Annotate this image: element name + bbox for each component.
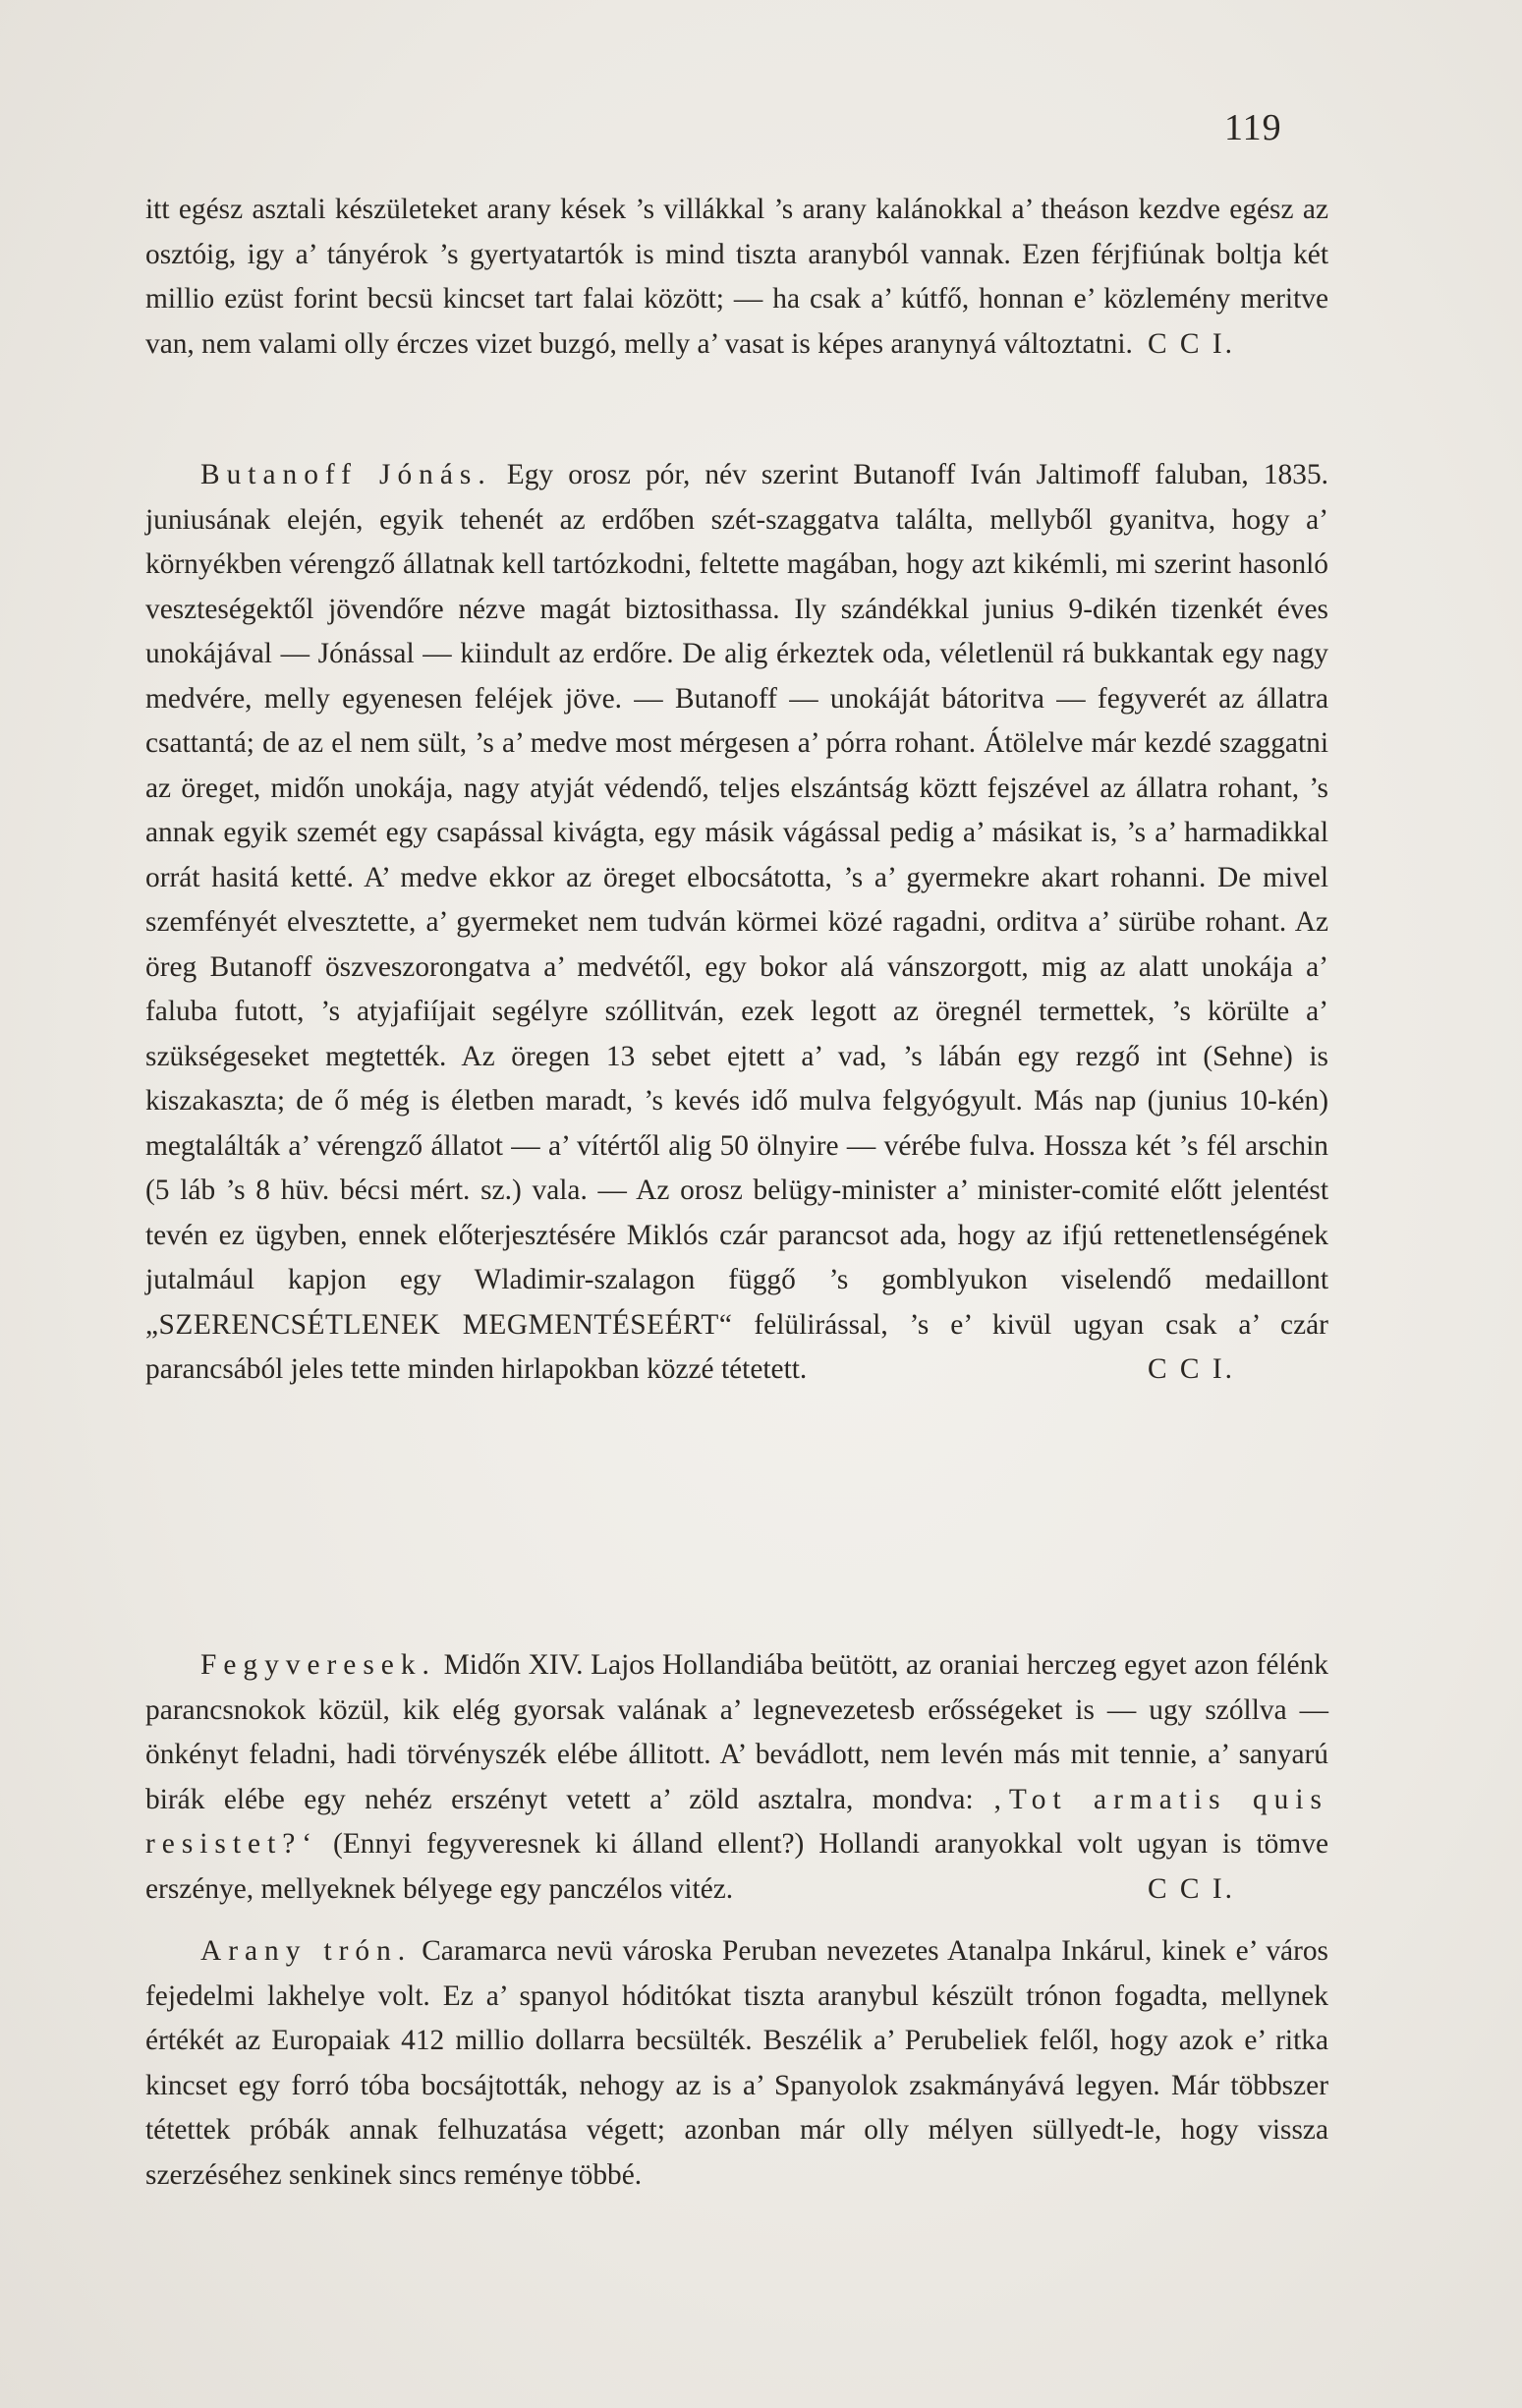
- author-signature: C C I.: [1147, 1872, 1235, 1905]
- entry-heading: Arany trón.: [200, 1935, 413, 1967]
- paragraph-text: itt egész asztali készületeket arany kések ’s villákkal ’s arany kalánokkal a’ theáson kezdve egész az osztóig, igy a’ tányérok ’s gyertyatartók is mind tiszta aranyból vannak. Ezen férjfiúnak boltja két millio ezüst forint becsü kincset tart falai között; — ha csak a’ kútfő, honnan e’ közlemény meritve van, nem valami olly érczes vizet buzgó, melly a’ vasat is képes aranynyá változtatni.: [145, 194, 1328, 360]
- paragraph-gold-tableware: [145, 188, 1328, 367]
- author-signature: C C I.: [1147, 327, 1235, 360]
- entry-heading: Butanoff Jónás.: [200, 459, 492, 490]
- paragraph-text: Midőn XIV. Lajos Hollandiába beütött, az oraniai herczeg egyet azon félénk parancsnokok közül, kik elég gyorsak valának a’ legnevezetesb erősségeket is — ugy szóllva — önkényt feladni, hadi törvényszék elébe állitott. A’ bevádlott, nem levén más mit tennie, a’ sanyarú birák elébe egy nehéz erszényt vetett a’ zöld asztalra, mondva:: [145, 1649, 1328, 1815]
- paragraph-text: Caramarca nevü városka Peruban nevezetes Atanalpa Inkárul, kinek e’ város fejedelmi lakhelye volt. Ez a’ spanyol hóditókat tiszta aranybul készült trónon fogadta, mellynek értékét az Europaiak 412 millio dollarra becsülték. Beszélik a’ Perubeliek felől, hogy azok e’ ritka kincset egy forró tóba bocsájtották, nehogy az is a’ Spanyolok zsakmányává legyen. Már többszer tétettek próbák annak felhuzatása végett; azonban már olly mélyen süllyedt-le, hogy vissza szerzéséhez senkinek sincs reménye többé.: [145, 1935, 1328, 2191]
- paragraph-text: Egy orosz pór, név szerint Butanoff Iván Jaltimoff faluban, 1835. juniusának elején, egyik tehenét az erdőben szét-szaggatva találta, mellyből gyanitva, hogy a’ környékben vérengző állatnak kell tartózkodni, feltette magában, hogy azt kikémli, mi szerint hasonló veszteségektől jövendőre nézve magát biztosithassa. Ily szándékkal junius 9-dikén tizenkét éves unokájával — Jónással — kiindult az erdőre. De alig érkeztek oda, véletlenül rá bukkantak egy nagy medvére, melly egyenesen feléjek jöve. — Butanoff — unokáját bátoritva — fegyverét az állatra csattantá; de az el nem sült, ’s a’ medve most mérgesen a’ pórra rohant. Átölelve már kezdé szaggatni az öreget, midőn unokája, nagy atyját védendő, teljes elszántság köztt fejszével az állatra rohant, ’s annak egyik szemét egy csapással kivágta, egy másik vágással pedig a’ másikat is, ’s a’ harmadikkal orrát hasitá ketté. A’ medve ekkor az öreget elbocsátotta, ’s a’ gyermekre akart rohanni. De mivel szemfényét elvesztette, a’ gyermeket nem tudván körmei közé ragadni, orditva a’ sürübe rohant. Az öreg Butanoff öszveszorongatva a’ medvétől, egy bokor alá vánszorgott, mig az alatt unokája a’ faluba futott, ’s atyjafiíjait segélyre szóllitván, ezek legott az öregnél termettek, ’s körülte a’ szükségeseket megtették. Az öregen 13 sebet ejtett a’ vad, ’s lábán egy rezgő int (Sehne) is kiszakaszta; de ő még is életben maradt, ’s kevés idő mulva felgyógyult. Más nap (junius 10-kén) megtalálták a’ vérengző állatot — a’ vítértől alig 50 ölnyire — vérébe fulva. Hossza két ’s fél arschin (5 láb ’s 8 hüv. bécsi mért. sz.) vala. — Az orosz belügy-minister a’ minister-comité előtt jelentést tevén ez ügyben, ennek előterjesztésére Miklós czár parancsot ada, hogy az ifjú rettenetlenségének jutalmául kapjon egy Wladimir-szalagon függő ’s gomblyukon viselendő medaillont: [145, 459, 1328, 1295]
- paragraph-text-continued: felülirással, ’s e’ kivül ugyan csak a’ czár parancsából jeles tette minden hirlapokban közzé tétetett.: [145, 1308, 1328, 1385]
- medal-inscription: „SZERENCSÉTLENEK MEGMENTÉSEÉRT“: [145, 1308, 733, 1341]
- paragraph-text-continued: (Ennyi fegyveresnek ki álland ellent?) Hollandi aranyokkal volt ugyan is tömve erszénye, mellyeknek bélyege egy panczélos vitéz.: [145, 1828, 1328, 1905]
- paragraph-armed-men: [145, 1643, 1328, 1912]
- page-number: 119: [1224, 107, 1282, 148]
- paragraph-butanoff: [145, 453, 1328, 1393]
- paragraph-golden-throne: [145, 1929, 1328, 2198]
- latin-quote: ‚Tot armatis quis resistet?‘: [145, 1783, 1328, 1860]
- author-signature: C C I.: [1147, 1353, 1235, 1385]
- entry-heading: Fegyveresek.: [200, 1649, 436, 1681]
